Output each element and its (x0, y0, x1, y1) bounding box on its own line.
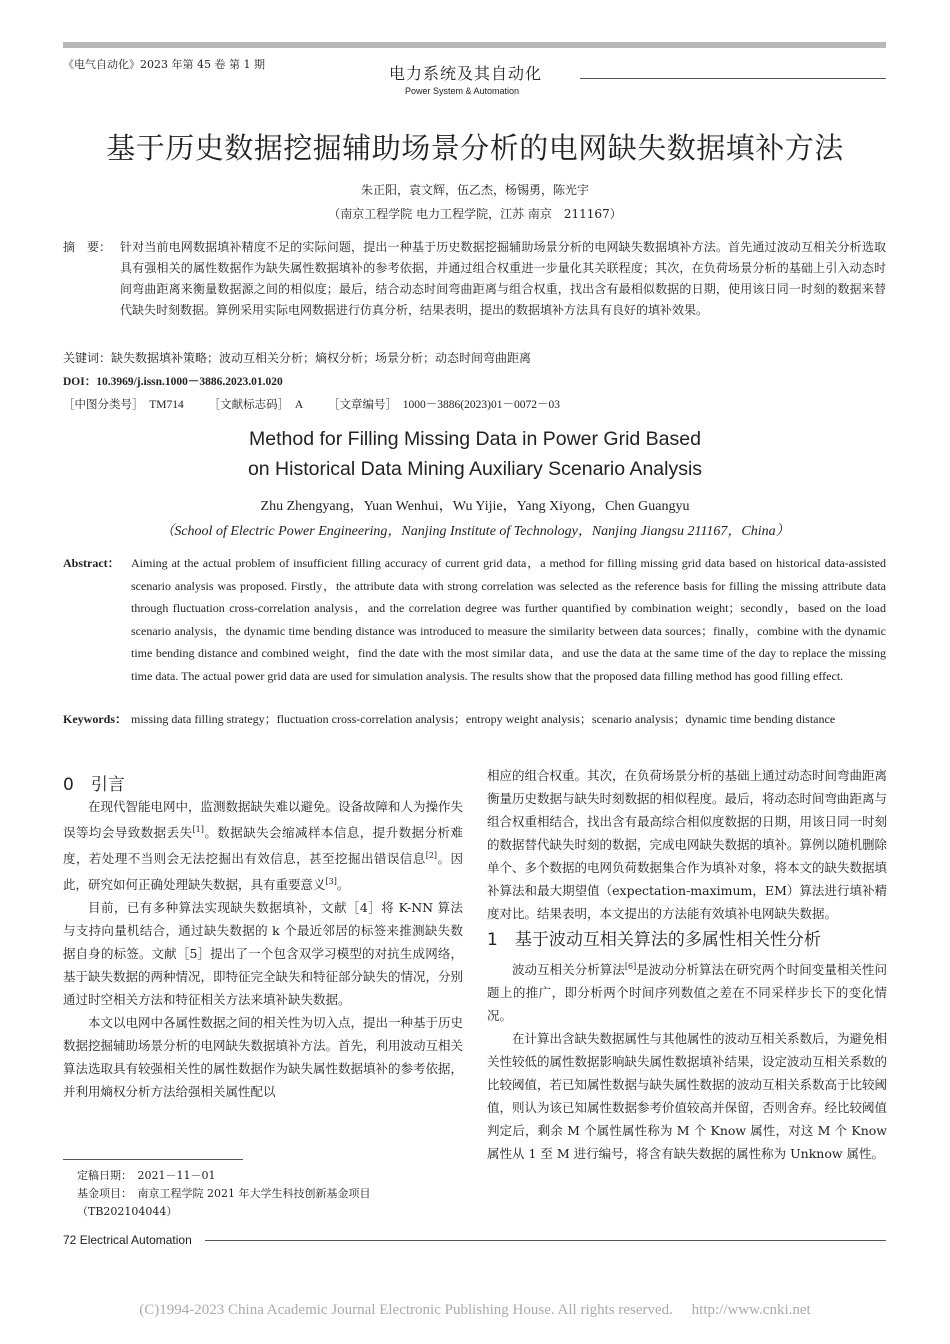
paper-title-en-line2: on Historical Data Mining Auxiliary Scenario Analysis (247, 458, 703, 480)
page-footer (63, 1233, 192, 1247)
fund-project: 基金项目： 南京工程学院 2021 年大学生科技创新基金项目（TB202104044） (77, 1187, 371, 1218)
abstract-en (63, 552, 886, 687)
footer-journal: Electrical Automation (79, 1233, 192, 1247)
citation-ref: [3] (325, 877, 337, 887)
citation-ref: [6] (624, 962, 637, 971)
header-rule (580, 78, 886, 79)
section-1-heading: 1 基于波动互相关算法的多属性相关性分析 (487, 930, 821, 950)
classification (63, 396, 582, 412)
authors-en: Zhu Zhengyang，Yuan Wenhui，Wu Yijie，Yang Xiyong，Chen Guangyu (260, 499, 690, 514)
footnote (77, 1167, 462, 1221)
abstract-en-label: Abstract： (63, 556, 120, 570)
paper-title-cn: 基于历史数据挖掘辅助场景分析的电网缺失数据填补方法 (106, 131, 844, 165)
keywords-en-text: missing data filling strategy；fluctuation cross-correlation analysis；entropy weight analysis；scenario analysis；dynamic time bending distance (131, 712, 836, 726)
abstract-cn-text: 针对当前电网数据填补精度不足的实际问题，提出一种基于历史数据挖掘辅助场景分析的电网缺失数据填补方法。首先通过波动互相关分析选取具有强相关的属性数据作为缺失属性数据填补的参考依据，并通过组合权重进一步量化其关联程度；其次，在负荷场景分析的基础上引入动态时间弯曲距离来衡量数据源之间的相似度；最后，结合动态时间弯曲距离与组合权重，找出含有最相似数据的日期，使用该日同一时刻的数据来替代缺失时刻数据。算例采用实际电网数据进行仿真分析，结果表明，提出的数据填补方法具有良好的填补效果。 (120, 240, 886, 317)
article-number: ［文章编号］ 1000－3886(2023)01－0072－03 (328, 399, 560, 411)
journal-section-en: Power System & Automation (405, 86, 520, 96)
keywords-en-label: Keywords： (63, 712, 127, 726)
section-1-paragraph-1: 波动互相关分析算法[6]是波动分析算法在研究两个时间变量相关性问题上的推广，即分析两个时间序列数值之差在不同采样步长下的变化情况。 (487, 962, 887, 1024)
section-1-paragraph-2: 在计算出含缺失数据属性与其他属性的波动互相关系数后，为避免相关性较低的属性数据影响缺失属性数据填补结果，设定波动互相关系数的比较阈值，若已知属性数据与缺失属性数据的波动互相关系数高于比较阈值，则认为该已知属性数据参考价值较高并保留，否则舍弃。经比较阈值判定后，剩余 M 个属性属性称为 M 个 Know 属性，对这 M 个 Know 属性从 1 至 M 进行编号，将含有缺失数据的属性称为 Unknow 属性。 (487, 1031, 888, 1162)
keywords-cn-label: 关键词： (63, 351, 112, 365)
journal-section-cn: 电力系统及其自动化 (389, 64, 543, 83)
authors-cn: 朱正阳，袁文辉，伍乙杰，杨锡勇，陈光宇 (360, 183, 589, 197)
intro-paragraph-3: 本文以电网中各属性数据之间的相关性为切入点，提出一种基于历史数据挖掘辅助场景分析的电网缺失数据填补方法。首先，利用波动互相关算法选取具有较强相关性的属性数据作为缺失属性数据填补的参考依据，并利用熵权分析方法给强相关属性配以 (63, 1015, 464, 1100)
citation-ref: [2] (425, 851, 438, 861)
keywords-cn (63, 349, 886, 366)
intro-paragraph-3-cont: 相应的组合权重。其次，在负荷场景分析的基础上通过动态时间弯曲距离衡量历史数据与缺失时刻数据的相似程度。最后，将动态时间弯曲距离与组合权重相结合，找出含有最高综合相似度数据的日期，用该日同一时刻的数据替代缺失时刻的数据，完成电网缺失数据的填补。算例以随机删除单个、多个数据的电网负荷数据集合作为填补对象，将本文的缺失数据填补算法和最大期望值（expectation-maximum，EM）算法进行填补精度对比。结果表明，本文提出的方法能有效填补电网缺失数据。 (487, 768, 888, 921)
intro-paragraph-1: 在现代智能电网中，监测数据缺失难以避免。设备故障和人为操作失误等均会导致数据丢失[1]。数据缺失会缩减样本信息，提升数据分析难度，若处理不当则会无法挖掘出有效信息，甚至挖掘出错误信息[2]。因此，研究如何正确处理缺失数据，具有重要意义[3]。 (63, 799, 464, 893)
intro-paragraph-2: 目前，已有多种算法实现缺失数据填补，文献［4］将 K-NN 算法与支持向量机结合，通过缺失数据的 k 个最近邻居的标签来推测缺失数据自身的标签。文献［5］提出了一个包含双学习模型的对抗生成网络，基于缺失数据的两种情况，即特征完全缺失和特征部分缺失的情况，分别通过时空相关方法和特征相关方法来填补缺失数据。 (63, 900, 464, 1008)
copyright-watermark: (C)1994-2023 China Academic Journal Electronic Publishing House. All rights reserved. http://www.cnki.net (139, 1302, 811, 1318)
header-top-bar (63, 42, 886, 48)
affiliation-en: （School of Electric Power Engineering，Nanjing Institute of Technology，Nanjing Jiangsu 211167，China） (160, 524, 790, 539)
doc-code: ［文献标志码］ A (208, 399, 304, 411)
journal-citation: 《电气自动化》2023 年第 45 卷 第 1 期 (63, 58, 265, 71)
abstract-en-text: Aiming at the actual problem of insufficient filling accuracy of current grid data，a method for filling missing grid data based on historical data-assisted scenario analysis was proposed. Firstly，the attribute data with strong correlation was selected as the reference basis for filling the missing attribute data through fluctuation cross-correlation analysis，and the correlation degree was further quantified by combination weight；secondly，based on the load scenario analysis，the dynamic time bending distance was introduced to measure the similarity between data sources；finally，combine with the dynamic time bending distance and combined weight，find the date with the most similar data，and use the data at the same time of the day to replace the missing time data. The actual power grid data are used for simulation analysis. The results show that the proposed data filling method has good filling effect. (131, 556, 886, 683)
paper-title-en-line1: Method for Filling Missing Data in Power Grid Based (249, 428, 701, 450)
footnote-rule (63, 1159, 243, 1160)
doi: DOI：10.3969/j.issn.1000－3886.2023.01.020 (63, 376, 283, 388)
abstract-cn (63, 237, 886, 321)
paper-title-en (0, 424, 950, 484)
citation-ref: [1] (192, 825, 204, 834)
left-column (63, 795, 463, 1103)
keywords-cn-text: 缺失数据填补策略；波动互相关分析；熵权分析；场景分析；动态时间弯曲距离 (111, 351, 532, 365)
abstract-cn-label: 摘 要： (63, 240, 112, 254)
keywords-en (63, 708, 886, 730)
affiliation-cn: （南京工程学院 电力工程学院，江苏 南京 211167） (328, 207, 622, 221)
footer-rule (205, 1240, 886, 1241)
clc-number: ［中图分类号］ TM714 (63, 399, 184, 411)
right-column (487, 764, 887, 1165)
section-0-heading: 0 引言 (63, 775, 125, 795)
page-number: 72 (63, 1233, 77, 1247)
received-date: 定稿日期： 2021－11－01 (77, 1169, 216, 1182)
